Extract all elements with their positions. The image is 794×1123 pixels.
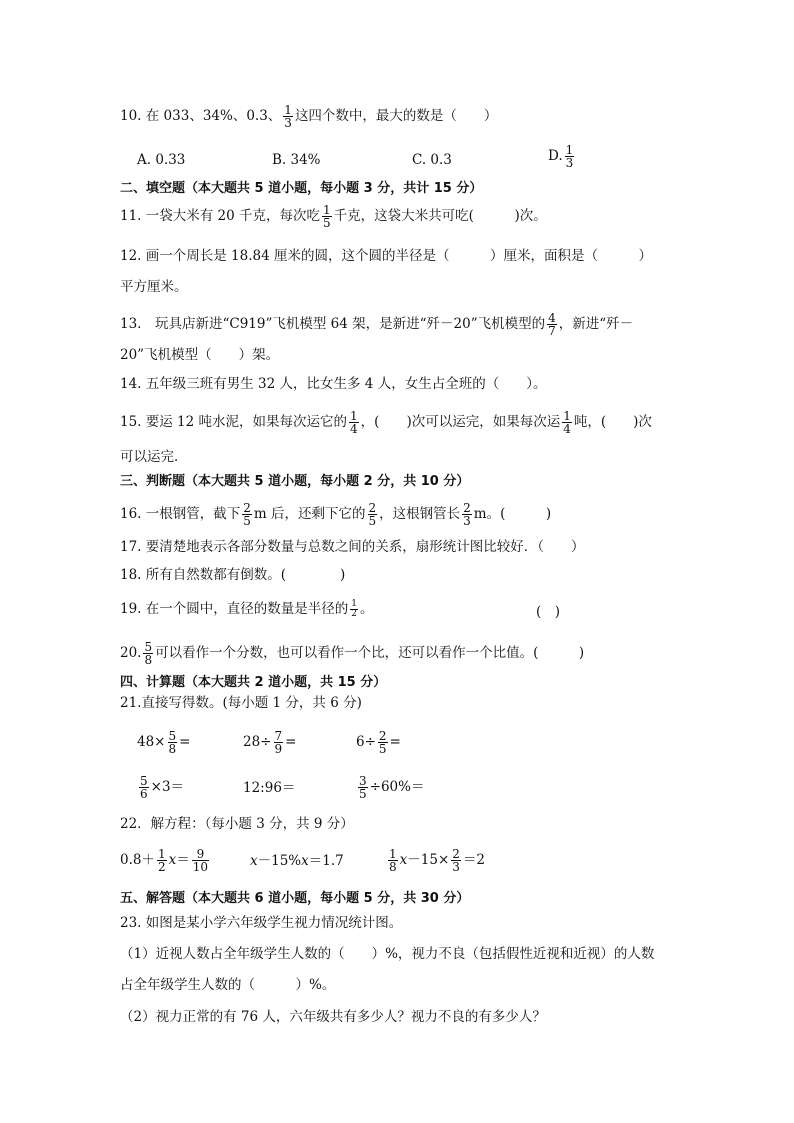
q10-option-d[interactable] bbox=[548, 144, 576, 169]
denominator: 8 bbox=[144, 653, 153, 667]
fraction bbox=[139, 775, 149, 800]
numerator: 2 bbox=[378, 729, 387, 743]
question-11 bbox=[120, 204, 547, 229]
eq-text-b: ＝2 bbox=[462, 852, 485, 868]
denominator: 5 bbox=[243, 514, 251, 528]
variable-x: x bbox=[168, 852, 177, 868]
section-3-heading: 三、判断题（本大题共 5 道小题，每小题 2 分，共 10 分） bbox=[120, 474, 470, 489]
q11-text-a: 11. 一袋大米有 20 千克，每次吃 bbox=[120, 208, 321, 224]
question-19 bbox=[120, 600, 374, 619]
q19-text-b: 。 bbox=[360, 601, 374, 617]
section-4-heading: 四、计算题（本大题共 2 道小题，共 15 分） bbox=[120, 675, 387, 690]
eq-text-a: －15× bbox=[407, 852, 450, 868]
numerator: 2 bbox=[463, 501, 471, 515]
section-5-heading: 五、解答题（本大题共 6 道小题，每小题 5 分，共 30 分） bbox=[120, 891, 470, 906]
q19-answer-blank[interactable]: ( ) bbox=[536, 604, 561, 620]
section-2-heading: 二、填空题（本大题共 5 道小题，每小题 3 分，共计 15 分） bbox=[120, 181, 483, 196]
q20-text-b: 可以看作一个分数，也可以看作一个比，还可以看作一个比值。( ) bbox=[155, 645, 585, 661]
item-text-b: = bbox=[179, 734, 191, 750]
fraction bbox=[157, 848, 167, 873]
q19-text-a: 19. 在一个圆中，直径的数量是半径的 bbox=[120, 601, 349, 617]
denominator: 3 bbox=[565, 156, 574, 170]
q16-text-a: 16. 一根钢管，截下 bbox=[120, 506, 241, 522]
question-23-part1-line1: （1）近视人数占全年级学生人数的（ ）%，视力不良（包括假性近视和近视）的人数 bbox=[120, 946, 655, 962]
item-text-a: 28÷ bbox=[243, 734, 272, 750]
eq-text-b: ＝1.7 bbox=[308, 853, 344, 869]
fraction bbox=[349, 410, 359, 435]
item-text-b: ×3＝ bbox=[150, 779, 185, 795]
q16-text-b: m 后，还剩下它的 bbox=[253, 506, 366, 522]
question-20 bbox=[120, 641, 584, 666]
item-text-b: ÷60%＝ bbox=[369, 779, 425, 795]
question-12-line2: 平方厘米。 bbox=[120, 279, 188, 295]
denominator: 4 bbox=[350, 422, 358, 436]
q21-item-3 bbox=[356, 730, 401, 755]
fraction bbox=[378, 730, 388, 755]
item-text-a: 48× bbox=[137, 734, 166, 750]
numerator: 1 bbox=[157, 847, 166, 861]
numerator: 1 bbox=[323, 203, 331, 217]
fraction bbox=[283, 104, 293, 129]
question-23-part1-line2: 占全年级学生人数的（ ）%。 bbox=[120, 977, 336, 993]
item-text-b: = bbox=[285, 734, 297, 750]
q15-text-b: ，( )次可以运完，如果每次运 bbox=[360, 414, 561, 430]
denominator: 5 bbox=[323, 216, 331, 230]
q10-option-c[interactable]: C. 0.3 bbox=[412, 152, 452, 168]
q21-item-4 bbox=[137, 775, 184, 800]
q22-equation-3 bbox=[386, 848, 485, 873]
q21-item-2 bbox=[243, 730, 296, 755]
numerator: 5 bbox=[140, 774, 148, 788]
numerator: 1 bbox=[389, 847, 397, 861]
denominator: 10 bbox=[192, 860, 209, 874]
eq-text-a: 0.8＋ bbox=[120, 852, 155, 868]
question-10 bbox=[120, 104, 497, 129]
option-d-label: D. bbox=[548, 148, 563, 164]
fraction bbox=[462, 502, 472, 527]
numerator: 1 bbox=[351, 599, 357, 609]
question-12-line1: 12. 画一个周长是 18.84 厘米的圆，这个圆的半径是（ ）厘米，面积是（ ） bbox=[120, 248, 652, 264]
question-13 bbox=[120, 312, 633, 337]
q10-text-b: 这四个数中，最大的数是（ ） bbox=[294, 108, 498, 124]
fraction bbox=[565, 144, 575, 169]
q16-text-c: ，这根钢管长 bbox=[379, 506, 461, 522]
fraction bbox=[192, 848, 209, 873]
denominator: 4 bbox=[563, 422, 571, 436]
question-23-part2: （2）视力正常的有 76 人，六年级共有多少人？视力不良的有多少人？ bbox=[120, 1009, 546, 1025]
denominator: 3 bbox=[284, 116, 292, 130]
q13-text-a: 13. 玩具店新进“C919”飞机模型 64 架，是新进“歼－20”飞机模型的 bbox=[120, 316, 546, 332]
fraction bbox=[358, 775, 368, 800]
q10-option-a[interactable]: A. 0.33 bbox=[137, 152, 186, 168]
numerator: 9 bbox=[196, 847, 205, 861]
fraction bbox=[388, 848, 398, 873]
eq-text-b: ＝ bbox=[176, 852, 190, 868]
q21-item-6 bbox=[356, 775, 424, 800]
q10-option-b[interactable]: B. 34% bbox=[272, 152, 321, 168]
numerator: 1 bbox=[565, 143, 574, 157]
item-text-a: 6÷ bbox=[356, 734, 376, 750]
variable-x: x bbox=[301, 853, 309, 869]
numerator: 1 bbox=[563, 409, 571, 423]
q22-equation-1 bbox=[120, 848, 211, 873]
fraction bbox=[242, 502, 252, 527]
eq-text-a: －15% bbox=[257, 853, 302, 869]
denominator: 3 bbox=[463, 514, 471, 528]
fraction bbox=[451, 848, 461, 873]
fraction bbox=[368, 502, 378, 527]
q13-text-b: ，新进“歼－ bbox=[558, 316, 634, 332]
denominator: 7 bbox=[548, 324, 556, 338]
numerator: 2 bbox=[452, 847, 460, 861]
denominator: 3 bbox=[452, 860, 460, 874]
fraction bbox=[274, 730, 284, 755]
denominator: 6 bbox=[140, 787, 148, 801]
variable-x: x bbox=[250, 853, 258, 869]
numerator: 2 bbox=[243, 501, 251, 515]
fraction bbox=[547, 312, 557, 337]
denominator: 5 bbox=[368, 514, 377, 528]
numerator: 1 bbox=[350, 409, 358, 423]
question-23-title: 23. 如图是某小学六年级学生视力情况统计图。 bbox=[120, 915, 403, 931]
denominator: 8 bbox=[168, 742, 177, 756]
numerator: 3 bbox=[359, 774, 367, 788]
denominator: 5 bbox=[378, 742, 387, 756]
q16-text-e: m。( ) bbox=[473, 506, 552, 522]
question-22-title: 22．解方程：（每小题 3 分，共 9 分） bbox=[120, 816, 354, 832]
q10-text-a: 10. 在 033、34%、0.3、 bbox=[120, 108, 282, 124]
fraction bbox=[350, 600, 358, 619]
question-16 bbox=[120, 502, 551, 527]
denominator: 2 bbox=[351, 609, 357, 619]
q21-item-1 bbox=[137, 730, 190, 755]
q15-text-a: 15. 要运 12 吨水泥，如果每次运它的 bbox=[120, 414, 348, 430]
variable-x: x bbox=[399, 852, 408, 868]
numerator: 2 bbox=[368, 501, 377, 515]
question-21-title: 21.直接写得数。(每小题 1 分，共 6 分) bbox=[120, 695, 362, 711]
q20-text-a: 20. bbox=[120, 645, 142, 661]
numerator: 4 bbox=[548, 311, 556, 325]
question-15-line2: 可以运完． bbox=[120, 449, 188, 465]
q11-text-b: 千克，这袋大米共可吃( )次。 bbox=[333, 208, 547, 224]
question-18: 18. 所有自然数都有倒数。( ) bbox=[120, 567, 346, 583]
q21-item-5: 12:96＝ bbox=[243, 780, 296, 796]
q15-text-c: 吨，( )次 bbox=[573, 414, 652, 430]
denominator: 8 bbox=[389, 860, 397, 874]
question-17: 17. 要清楚地表示各部分数量与总数之间的关系，扇形统计图比较好．（ ） bbox=[120, 539, 585, 555]
item-text-b: = bbox=[389, 734, 401, 750]
fraction bbox=[143, 641, 153, 666]
question-15 bbox=[120, 410, 652, 435]
denominator: 2 bbox=[157, 860, 166, 874]
numerator: 7 bbox=[274, 729, 283, 743]
numerator: 1 bbox=[284, 103, 292, 117]
question-13-line2: 20”飞机模型（ ）架。 bbox=[120, 347, 280, 363]
fraction bbox=[562, 410, 572, 435]
numerator: 5 bbox=[168, 729, 177, 743]
question-14: 14. 五年级三班有男生 32 人，比女生多 4 人，女生占全班的（ ）。 bbox=[120, 376, 547, 392]
fraction bbox=[322, 204, 332, 229]
denominator: 9 bbox=[274, 742, 283, 756]
denominator: 5 bbox=[359, 787, 367, 801]
q22-equation-2 bbox=[250, 852, 344, 870]
fraction bbox=[168, 730, 178, 755]
numerator: 5 bbox=[144, 640, 153, 654]
